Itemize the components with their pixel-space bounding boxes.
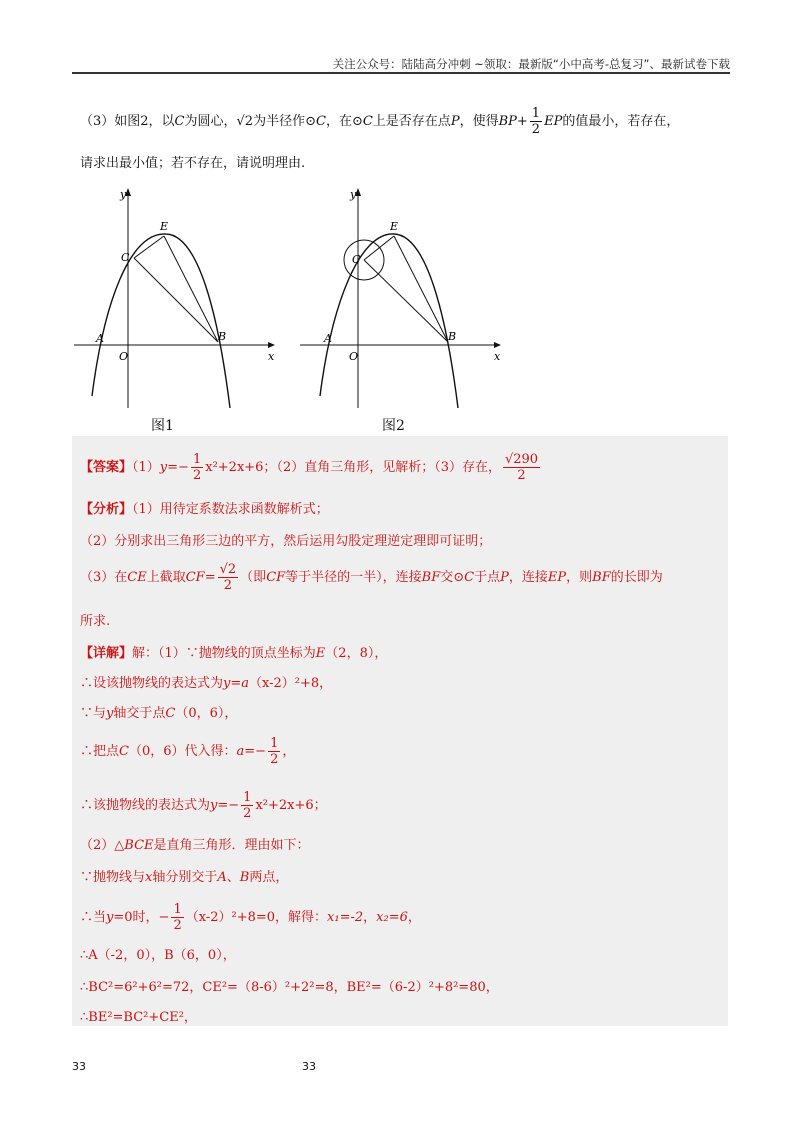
fraction-sqrt290: $\frac{√290}{2}$: [504, 452, 539, 483]
figure-1-graph: [68, 182, 278, 412]
analysis-line-3: （3）在CE上截取CF= $\frac{√2}{2}$ （即CF等于半径的一半），连接BF交⊙C于点P，连接EP，则BF的长即为: [80, 562, 663, 593]
fig1-label-y: y: [120, 188, 127, 201]
figure-2: [294, 182, 504, 412]
fig1-label-x: x: [268, 350, 275, 363]
page-header: 关注公众号：陆陆高分冲刺 ~领取：最新版“小中高考-总复习”、最新试卷下载: [332, 57, 730, 71]
question-line-1: （3）如图2，以C为圆心，√2为半径作⊙C，在⊙C上是否存在点P，使得BP+ $\frac{1}{2}$ EP的值最小，若存在，: [80, 106, 680, 137]
fig2-label-c: C: [352, 253, 361, 266]
figure-2-caption: 图2: [382, 418, 405, 434]
page-number-center: 33: [302, 1060, 316, 1073]
detail-line-8: ∴当y=0时，− $\frac{1}{2}$ （x-2）²+8=0，解得：x₁=-2，x₂=6，: [80, 902, 421, 933]
fig2-label-a: A: [324, 332, 332, 345]
fig1-label-o: O: [119, 350, 129, 363]
detail-line-1: 【详解】解：（1）∵抛物线的顶点坐标为E（2，8），: [80, 646, 388, 661]
fig2-label-b: B: [448, 330, 457, 343]
figure-1: [68, 182, 278, 412]
fig1-label-e: E: [160, 220, 169, 233]
answer-line: 【答案】（1）y=− $\frac{1}{2}$ x²+2x+6；（2）直角三角形，见解析；（3）存在， $\frac{√290}{2}$: [80, 452, 539, 483]
fig2-label-o: O: [349, 350, 359, 363]
figure-2-graph: [294, 182, 504, 412]
header-rule: [72, 72, 730, 74]
fig1-label-b: B: [218, 330, 227, 343]
detail-line-11: ∴BE²=BC²+CE²，: [80, 1010, 197, 1025]
figure-1-caption: 图1: [151, 418, 174, 434]
analysis-line-1: 【分析】（1）用待定系数法求函数解析式；: [80, 502, 329, 517]
answer-box: [72, 436, 728, 1026]
fraction-half: $\frac{1}{2}$: [531, 106, 541, 137]
detail-line-4: ∴把点C（0，6）代入得：a=− $\frac{1}{2}$ ，: [80, 736, 296, 767]
detail-line-5: ∴该抛物线的表达式为y=− $\frac{1}{2}$ x²+2x+6；: [80, 790, 327, 821]
detail-line-9: ∴A（-2，0），B（6，0），: [80, 948, 236, 963]
page-number-left: 33: [72, 1060, 86, 1073]
fig2-label-y: y: [350, 188, 357, 201]
detail-line-3: ∵与y轴交于点C（0，6），: [80, 706, 238, 721]
fig2-label-e: E: [390, 220, 399, 233]
detail-line-2: ∴设该抛物线的表达式为y=a（x-2）²+8，: [80, 676, 333, 691]
detail-line-7: ∵抛物线与x轴分别交于A、B两点，: [80, 870, 289, 885]
fig2-label-x: x: [494, 350, 501, 363]
analysis-line-4: 所求.: [80, 614, 111, 629]
analysis-line-2: （2）分别求出三角形三边的平方，然后运用勾股定理逆定理即可证明；: [80, 534, 492, 549]
detail-line-6: （2）△BCE是直角三角形．理由如下：: [80, 838, 310, 853]
fig1-label-c: C: [121, 251, 130, 264]
detail-line-10: ∴BC²=6²+6²=72，CE²=（8-6）²+2²=8，BE²=（6-2）²+8²=80，: [80, 980, 499, 995]
question-line-2: 请求出最小值；若不存在，请说明理由.: [80, 156, 306, 171]
fig1-label-a: A: [96, 332, 104, 345]
